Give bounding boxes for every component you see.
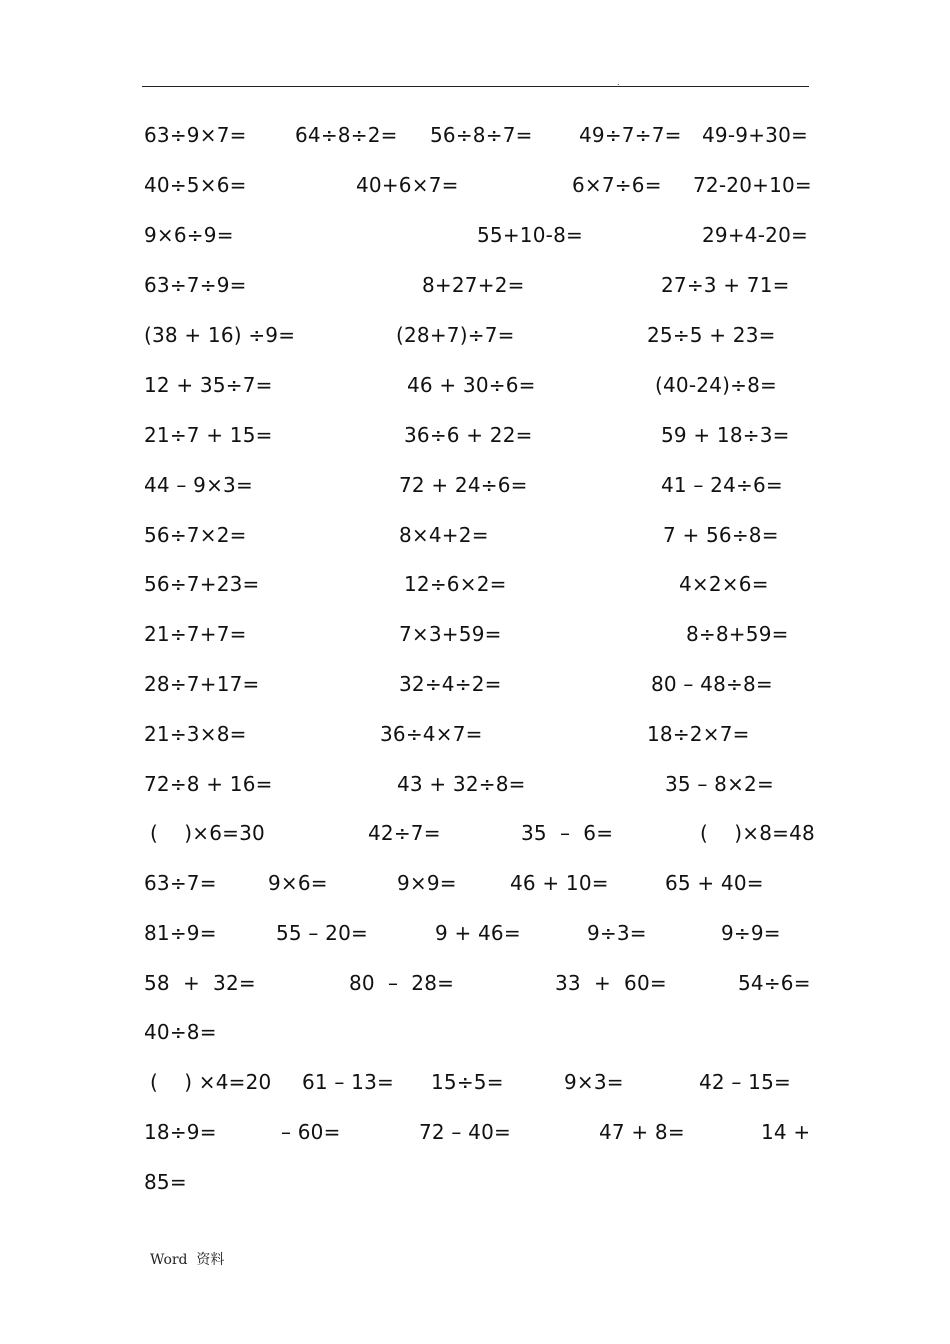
math-problem: 40÷8=	[144, 1020, 217, 1044]
math-problem: 55 – 20=	[276, 921, 368, 945]
math-problem: 46 + 10=	[510, 871, 609, 895]
math-problem: 72 + 24÷6=	[399, 473, 528, 497]
math-problem: ( )×8=48	[700, 821, 815, 845]
math-problem: 47 + 8=	[599, 1120, 685, 1144]
math-problem: 42 – 15=	[699, 1070, 791, 1094]
math-problem: 56÷8÷7=	[430, 123, 533, 147]
math-problem: 7×3+59=	[399, 622, 502, 646]
math-problem: – 60=	[281, 1120, 341, 1144]
math-problem: 80 – 48÷8=	[651, 672, 773, 696]
problem-row	[0, 968, 950, 998]
math-problem: (28+7)÷7=	[396, 323, 515, 347]
problem-row	[0, 1067, 950, 1097]
problem-row	[0, 470, 950, 500]
math-problem: 43 + 32÷8=	[397, 772, 526, 796]
math-problem: 9×6÷9=	[144, 223, 234, 247]
math-problem: 40+6×7=	[356, 173, 459, 197]
math-problem: 44 – 9×3=	[144, 473, 253, 497]
math-problem: 54÷6=	[738, 971, 811, 995]
math-problem: 64÷8÷2=	[295, 123, 398, 147]
problem-row	[0, 818, 950, 848]
math-problem: 9×6=	[268, 871, 328, 895]
math-problem: 80 – 28=	[349, 971, 455, 995]
problem-row	[0, 170, 950, 200]
problem-row	[0, 220, 950, 250]
math-problem: ( ) ×4=20	[150, 1070, 272, 1094]
math-problem: 72÷8 + 16=	[144, 772, 273, 796]
math-problem: 46 + 30÷6=	[407, 373, 536, 397]
problem-row	[0, 320, 950, 350]
math-problem: 63÷7=	[144, 871, 217, 895]
math-problem: (40-24)÷8=	[655, 373, 777, 397]
problem-row	[0, 619, 950, 649]
math-problem: 85=	[144, 1170, 187, 1194]
math-problem: 59 + 18÷3=	[661, 423, 790, 447]
math-problem: 56÷7+23=	[144, 572, 260, 596]
math-problem: 6×7÷6=	[572, 173, 662, 197]
problem-row	[0, 719, 950, 749]
math-problem: 35 – 6=	[521, 821, 614, 845]
problem-row	[0, 669, 950, 699]
math-problem: 41 – 24÷6=	[661, 473, 783, 497]
math-problem: 58 + 32=	[144, 971, 256, 995]
math-problem: 81÷9=	[144, 921, 217, 945]
math-problem: 49-9+30=	[702, 123, 808, 147]
math-problem: 36÷4×7=	[380, 722, 483, 746]
problem-row	[0, 918, 950, 948]
math-problem: 33 + 60=	[555, 971, 667, 995]
math-problem: 28÷7+17=	[144, 672, 260, 696]
problem-row	[0, 370, 950, 400]
math-problem: 65 + 40=	[665, 871, 764, 895]
math-problem: 12÷6×2=	[404, 572, 507, 596]
math-problem: 15÷5=	[431, 1070, 504, 1094]
math-problem: 29+4-20=	[702, 223, 808, 247]
math-problem: 9÷3=	[587, 921, 647, 945]
problem-row	[0, 1117, 950, 1147]
math-problem: 40÷5×6=	[144, 173, 247, 197]
math-problem: 49÷7÷7=	[579, 123, 682, 147]
math-problem: 72-20+10=	[693, 173, 812, 197]
problem-row	[0, 520, 950, 550]
math-problem: 21÷7+7=	[144, 622, 247, 646]
problem-row	[0, 569, 950, 599]
header-mark: .	[617, 78, 620, 87]
math-problem: 61 – 13=	[302, 1070, 394, 1094]
math-problem: 12 + 35÷7=	[144, 373, 273, 397]
math-problem: 14 +	[761, 1120, 811, 1144]
math-problem: 7 + 56÷8=	[663, 523, 779, 547]
math-problem: 27÷3 + 71=	[661, 273, 790, 297]
problem-row	[0, 1017, 950, 1047]
math-problem: 42÷7=	[368, 821, 441, 845]
math-problem: 25÷5 + 23=	[647, 323, 776, 347]
math-problem: 4×2×6=	[679, 572, 769, 596]
math-problem: 21÷3×8=	[144, 722, 247, 746]
math-problem: 8÷8+59=	[686, 622, 789, 646]
math-problem: 32÷4÷2=	[399, 672, 502, 696]
math-problem: 9÷9=	[721, 921, 781, 945]
problem-row	[0, 120, 950, 150]
math-problem: 63÷7÷9=	[144, 273, 247, 297]
math-problem: 72 – 40=	[419, 1120, 511, 1144]
math-problem: 63÷9×7=	[144, 123, 247, 147]
math-problem: 18÷2×7=	[647, 722, 750, 746]
problem-row	[0, 270, 950, 300]
problem-row	[0, 769, 950, 799]
math-problem: 35 – 8×2=	[665, 772, 774, 796]
math-problem: ( )×6=30	[150, 821, 265, 845]
math-problem: 18÷9=	[144, 1120, 217, 1144]
math-problem: 8×4+2=	[399, 523, 489, 547]
problem-row	[0, 1167, 950, 1197]
math-problem: 36÷6 + 22=	[404, 423, 533, 447]
math-problem: 9×3=	[564, 1070, 624, 1094]
math-problem: 9 + 46=	[435, 921, 521, 945]
math-problem: 55+10-8=	[477, 223, 583, 247]
math-problem: 8+27+2=	[422, 273, 525, 297]
problem-row	[0, 420, 950, 450]
math-problem: 21÷7 + 15=	[144, 423, 273, 447]
math-problem: 9×9=	[397, 871, 457, 895]
math-problem: 56÷7×2=	[144, 523, 247, 547]
math-problem: (38 + 16) ÷9=	[144, 323, 296, 347]
footer-label: Word 资料	[150, 1252, 225, 1268]
problem-row	[0, 868, 950, 898]
